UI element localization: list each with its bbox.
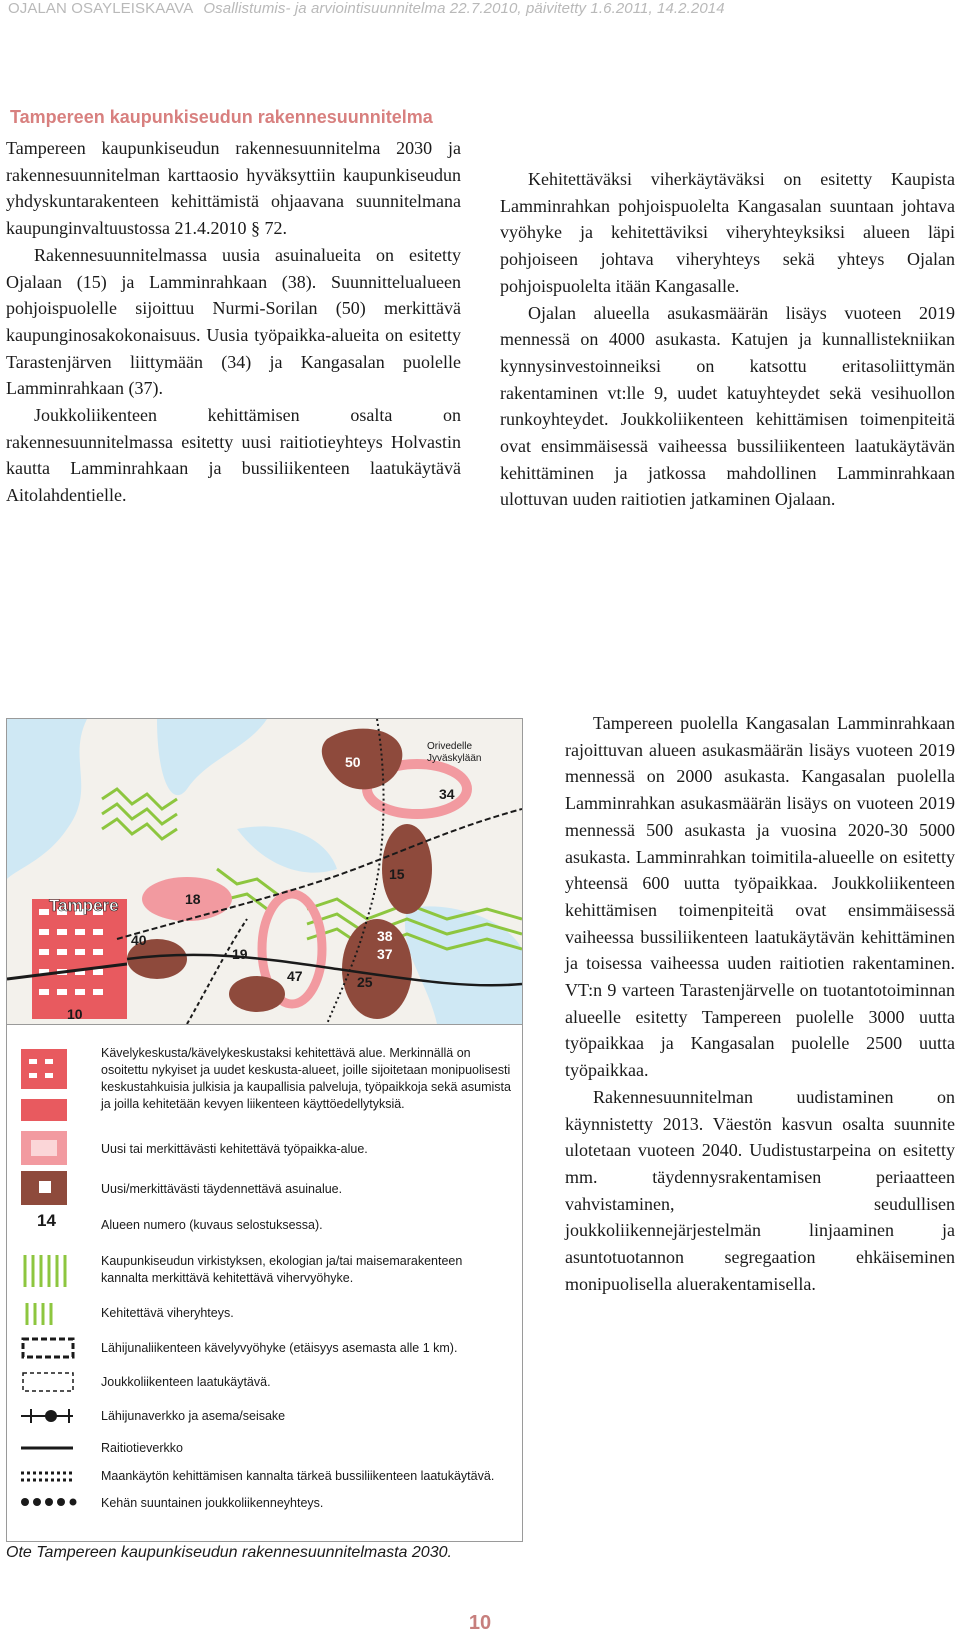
residential-area (229, 976, 285, 1012)
map-label-jyvaskylaan: Jyväskylään (427, 753, 482, 764)
legend-item-center (7, 1045, 522, 1125)
residential-area-symbol (17, 1171, 77, 1207)
legend-item-green-connection (7, 1301, 522, 1329)
walking-zone-symbol (17, 1335, 77, 1361)
legend-text: Kaupunkiseudun virkistyksen, ekologian ja/tai maisemarakenteen kannalta merkittävä kehitettävä vihervyöhyke. (101, 1254, 463, 1285)
legend-item-transit-corridor (7, 1369, 522, 1397)
paragraph-4: Kehitettäväksi viherkäytäväksi on esitetty Kaupista Lamminrahkan pohjoispuolelta Kangasalan suuntaan johtava vyöhyke ja kehitettäviksi viheryhteyksiksi alueen läpi pohjoiseen johtava viheryhteys sekä yhteys Ojalan pohjoispuolelta itään Kangasalle. (500, 169, 955, 296)
legend-text: Kävelykeskusta/kävelykeskustaksi kehitettävä alue. Merkinnällä on osoitettu nykyiset ja uudet keskusta-alueet, joille sijoitetaan monipuolisesti keskustahkuisia julkisia ja kaupallisia palveluja, työpaikkoja sekä asumista ja joilla kehitetään kevyen liikenteen käyttöedellytyksiä. (101, 1046, 511, 1111)
map-label-50: 50 (345, 754, 361, 770)
right-column-lower (565, 710, 955, 1297)
map-figure (6, 718, 523, 1542)
map-label-orivedelle: Orivedelle (427, 741, 473, 752)
document-title: OJALAN OSAYLEISKAAVA (8, 0, 194, 17)
document-subtitle: Osallistumis- ja arviointisuunnitelma 22.7.2010, päivitetty 1.6.2011, 14.2.2014 (203, 0, 725, 17)
map-label-38: 38 (377, 928, 393, 944)
paragraph-5: Ojalan alueella asukasmäärän lisäys vuoteen 2019 mennessä on 4000 asukasta. Katujen ja kunnallistekniikan kynnysinvestoinneiksi on katsottu eritasoliittymän rakentaminen vt:lle 9, uudet katuyhteydet sekä vesihuollon runkoyhteydet. Joukkoliikenteen kehittämisen toimenpiteitä ovat ensimmäisessä vaiheessa bussiliikenteen laatukäytävän kehittäminen ja jatkossa mahdollinen Lamminrahkaan ulottuvan uuden raitiotien jatkaminen Ojalaan. (500, 302, 955, 510)
legend-item-bus-corridor (7, 1465, 522, 1489)
map-label-19: 19 (232, 946, 248, 962)
paragraph-3: Joukkoliikenteen kehittämisen osalta on rakennesuunnitelmassa esitetty uusi raitiotieyhteys Holvastin kautta Lamminrahkaan ja bussiliikenteen laatukäytävä Aitolahdentielle. (6, 405, 461, 506)
legend-text: Joukkoliikenteen laatukäytävä. (101, 1375, 271, 1389)
structure-plan-map (7, 719, 522, 1024)
legend-text: Maankäytön kehittämisen kannalta tärkeä bussiliikenteen laatukäytävä. (101, 1469, 495, 1483)
tram-symbol (17, 1437, 77, 1459)
legend-item-work (7, 1135, 522, 1173)
legend-item-number (7, 1211, 522, 1241)
map-legend (7, 1024, 522, 1542)
map-label-10: 10 (67, 1006, 83, 1022)
legend-text: Raitiotieverkko (101, 1441, 183, 1455)
legend-text: Kehän suuntainen joukkoliikenneyhteys. (101, 1496, 324, 1510)
area-number-sample: 14 (37, 1211, 56, 1230)
map-label-40: 40 (131, 932, 147, 948)
transit-corridor-symbol (17, 1369, 77, 1395)
right-column (500, 166, 955, 513)
city-center-area (32, 899, 127, 1019)
legend-item-ring-transit (7, 1491, 522, 1515)
legend-item-green-zone (7, 1251, 522, 1295)
green-zone-symbol (17, 1251, 77, 1291)
map-label-47: 47 (287, 968, 303, 984)
center-symbol (17, 1049, 77, 1121)
legend-item-tram (7, 1437, 522, 1461)
map-label-18: 18 (185, 891, 201, 907)
map-label-25: 25 (357, 974, 373, 990)
legend-item-local-train (7, 1405, 522, 1429)
legend-text: Alueen numero (kuvaus selostuksessa). (101, 1218, 323, 1232)
section-title: Tampereen kaupunkiseudun rakennesuunnitelma (10, 107, 433, 127)
ring-transit-symbol (17, 1491, 77, 1513)
legend-item-walking-zone (7, 1335, 522, 1363)
left-column (6, 104, 461, 509)
map-label-37: 37 (377, 946, 393, 962)
paragraph-1: Tampereen kaupunkiseudun rakennesuunnitelma 2030 ja rakennesuunnitelman karttaosio hyväksyttiin kaupunkiseudun yhdyskuntarakenteen kehittämistä ohjaavana suunnitelmana kaupunginvaltuustossa 21.4.2010 § 72. (6, 138, 461, 239)
green-connection-symbol (17, 1301, 77, 1327)
legend-item-residential (7, 1171, 522, 1209)
paragraph-7: Rakennesuunnitelman uudistaminen on käynnistetty 2013. Väestön kasvun osalta suunnite ulotetaan vuoteen 2040. Uudistustarpeina on esitetty mm. täydennysrakentamisen periaatteen vahvistaminen, seudullisen joukkoliikennejärjestelmän linjaaminen ja asuntotuotannon segregaation ehkäiseminen monipuolisella aluerakentamisella. (565, 1086, 955, 1294)
figure-caption: Ote Tampereen kaupunkiseudun rakennesuunnitelmasta 2030. (6, 1544, 452, 1561)
work-area-symbol (17, 1131, 77, 1167)
bus-corridor-symbol (17, 1465, 77, 1487)
legend-text: Kehitettävä viheryhteys. (101, 1306, 234, 1320)
page-number: 10 (468, 1612, 492, 1634)
map-label-tampere: Tampere (49, 896, 119, 915)
legend-text: Lähijunaverkko ja asema/seisake (101, 1409, 286, 1423)
page-header (8, 0, 958, 20)
local-train-symbol (17, 1405, 77, 1427)
map-label-15: 15 (389, 866, 405, 882)
paragraph-2: Rakennesuunnitelmassa uusia asuinalueita on esitetty Ojalaan (15) ja Lamminrahkaan (38). Suunnittelualueen pohjoispuolelle sijoittuu Nurmi-Sorilan (50) merkittävä kaupunginosakokonaisuus. Uusia työpaikka-alueita on esitetty Tarastenjärven liittymään (34) ja Kangasalan puolelle Lamminrahkaan (37). (6, 244, 461, 399)
paragraph-6: Tampereen puolella Kangasalan Lamminrahkaan rajoittuvan alueen asukasmäärän lisäys vuoteen 2019 mennessä on 2000 asukasta. Kangasalan puolella Lamminrahkan asukasmäärän lisäys on vuoteen 2019 mennessä 500 asukasta ja vuosina 2020-30 5000 asukasta. Lamminrahkan toimitila-alueelle on esitetty yhteensä 600 uutta työpaikkaa. Joukkoliikenteen kehittämisen toimenpiteitä ovat ensimmäisessä vaiheessa bussiliikenteen laatukäytävän kehittäminen ja toisessa vaiheessa uuden raitiotien rakentaminen. VT:n 9 varteen Tarastenjärvelle on tuotantotoiminnan alueelle esitetty Tampereen puolelle 3000 uutta työpaikkaa ja Kangasalan puolelle 2500 uutta työpaikkaa. (565, 713, 955, 1081)
legend-text: Uusi/merkittävästi täydennettävä asuinalue. (101, 1182, 343, 1196)
legend-text: Lähijunaliikenteen kävelyvyöhyke (etäisyys asemasta alle 1 km). (101, 1341, 458, 1355)
legend-text: Uusi tai merkittävästi kehitettävä työpaikka-alue. (101, 1142, 368, 1156)
map-label-34: 34 (439, 786, 455, 802)
